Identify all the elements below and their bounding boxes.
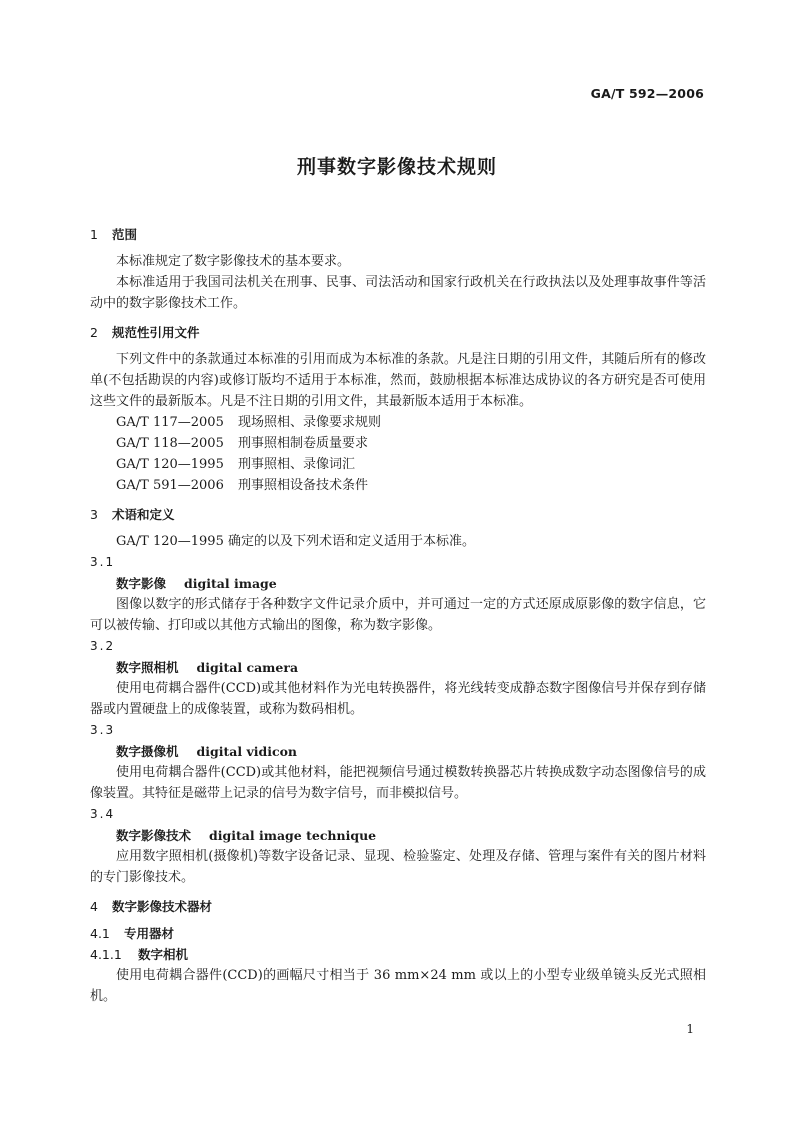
reference-code: GA/T 118—2005 — [116, 436, 224, 451]
term-heading — [90, 741, 706, 762]
reference-name: 刑事照相、录像词汇 — [238, 457, 356, 472]
term-definition: 应用数字照相机(摄像机)等数字设备记录、显现、检验鉴定、处理及存储、管理与案件有关的图片材料的专门影像技术。 — [90, 849, 706, 885]
reference-name: 刑事照相设备技术条件 — [238, 478, 369, 493]
subsection-number: 4.1 — [90, 926, 110, 941]
subsubsection-heading — [90, 944, 706, 965]
section-title: 术语和定义 — [112, 507, 175, 522]
term-zh: 数字摄像机 — [116, 744, 179, 759]
term-definition: 图像以数字的形式储存于各种数字文件记录介质中，并可通过一定的方式还原成原影像的数字信息，它可以被传输、打印或以其他方式输出的图像，称为数字影像。 — [90, 597, 706, 633]
page-title: 刑事数字影像技术规则 — [296, 156, 497, 178]
reference-item — [90, 412, 706, 433]
reference-item — [90, 433, 706, 454]
subsection-title: 专用器材 — [124, 926, 175, 941]
term-en: digital vidicon — [196, 744, 298, 759]
standard-code: GA/T 592—2006 — [590, 86, 704, 101]
subsubsection-number: 4.1.1 — [90, 947, 122, 962]
section-title: 规范性引用文件 — [112, 325, 200, 340]
paragraph: 使用电荷耦合器件(CCD)的画幅尺寸相当于 36 mm×24 mm 或以上的小型专业级单镜头反光式照相机。 — [90, 968, 706, 1004]
paragraph: 本标准适用于我国司法机关在刑事、民事、司法活动和国家行政机关在行政执法以及处理事故事件等活动中的数字影像技术工作。 — [90, 275, 706, 311]
term-zh: 数字影像技术 — [116, 828, 192, 843]
paragraph: GA/T 120—1995 确定的以及下列术语和定义适用于本标准。 — [116, 534, 475, 549]
reference-item — [90, 475, 706, 496]
section-title: 范围 — [112, 227, 138, 242]
reference-code: GA/T 117—2005 — [116, 415, 224, 430]
term-zh: 数字影像 — [116, 576, 167, 591]
reference-code: GA/T 591—2006 — [116, 478, 224, 493]
clause-number: 3.2 — [90, 639, 116, 653]
section-3-heading — [90, 504, 706, 525]
term-definition: 使用电荷耦合器件(CCD)或其他材料，能把视频信号通过模数转换器芯片转换成数字动态图像信号的成像装置。其特征是磁带上记录的信号为数字信号，而非模拟信号。 — [90, 765, 706, 801]
clause-number: 3.3 — [90, 723, 116, 737]
page-number: 1 — [686, 1022, 694, 1036]
term-heading — [90, 657, 706, 678]
term-en: digital camera — [196, 660, 299, 675]
term-en: digital image technique — [209, 828, 377, 843]
clause-number: 3.4 — [90, 807, 116, 821]
paragraph: 下列文件中的条款通过本标准的引用而成为本标准的条款。凡是注日期的引用文件，其随后所有的修改单(不包括勘误的内容)或修订版均不适用于本标准，然而，鼓励根据本标准达成协议的各方研究是否可使用这些文件的最新版本。凡是不注日期的引用文件，其最新版本适用于本标准。 — [90, 352, 706, 409]
reference-name: 刑事照相制卷质量要求 — [238, 436, 369, 451]
reference-code: GA/T 120—1995 — [116, 457, 224, 472]
term-heading — [90, 825, 706, 846]
subsection-heading — [90, 923, 706, 944]
section-1-heading — [90, 224, 706, 245]
section-2-heading — [90, 322, 706, 343]
clause-number: 3.1 — [90, 555, 116, 569]
paragraph: 本标准规定了数字影像技术的基本要求。 — [116, 254, 351, 269]
section-number: 4 — [90, 899, 98, 914]
term-en: digital image — [184, 576, 277, 591]
section-4-heading — [90, 896, 706, 917]
document-body — [90, 216, 706, 1007]
section-number: 3 — [90, 507, 98, 522]
term-zh: 数字照相机 — [116, 660, 179, 675]
term-definition: 使用电荷耦合器件(CCD)或其他材料作为光电转换器件，将光线转变成静态数字图像信号并保存到存储器或内置硬盘上的成像装置，或称为数码相机。 — [90, 681, 706, 717]
reference-item — [90, 454, 706, 475]
term-heading — [90, 573, 706, 594]
section-number: 2 — [90, 325, 98, 340]
reference-name: 现场照相、录像要求规则 — [238, 415, 382, 430]
section-title: 数字影像技术器材 — [112, 899, 213, 914]
section-number: 1 — [90, 227, 98, 242]
subsubsection-title: 数字相机 — [138, 947, 189, 962]
